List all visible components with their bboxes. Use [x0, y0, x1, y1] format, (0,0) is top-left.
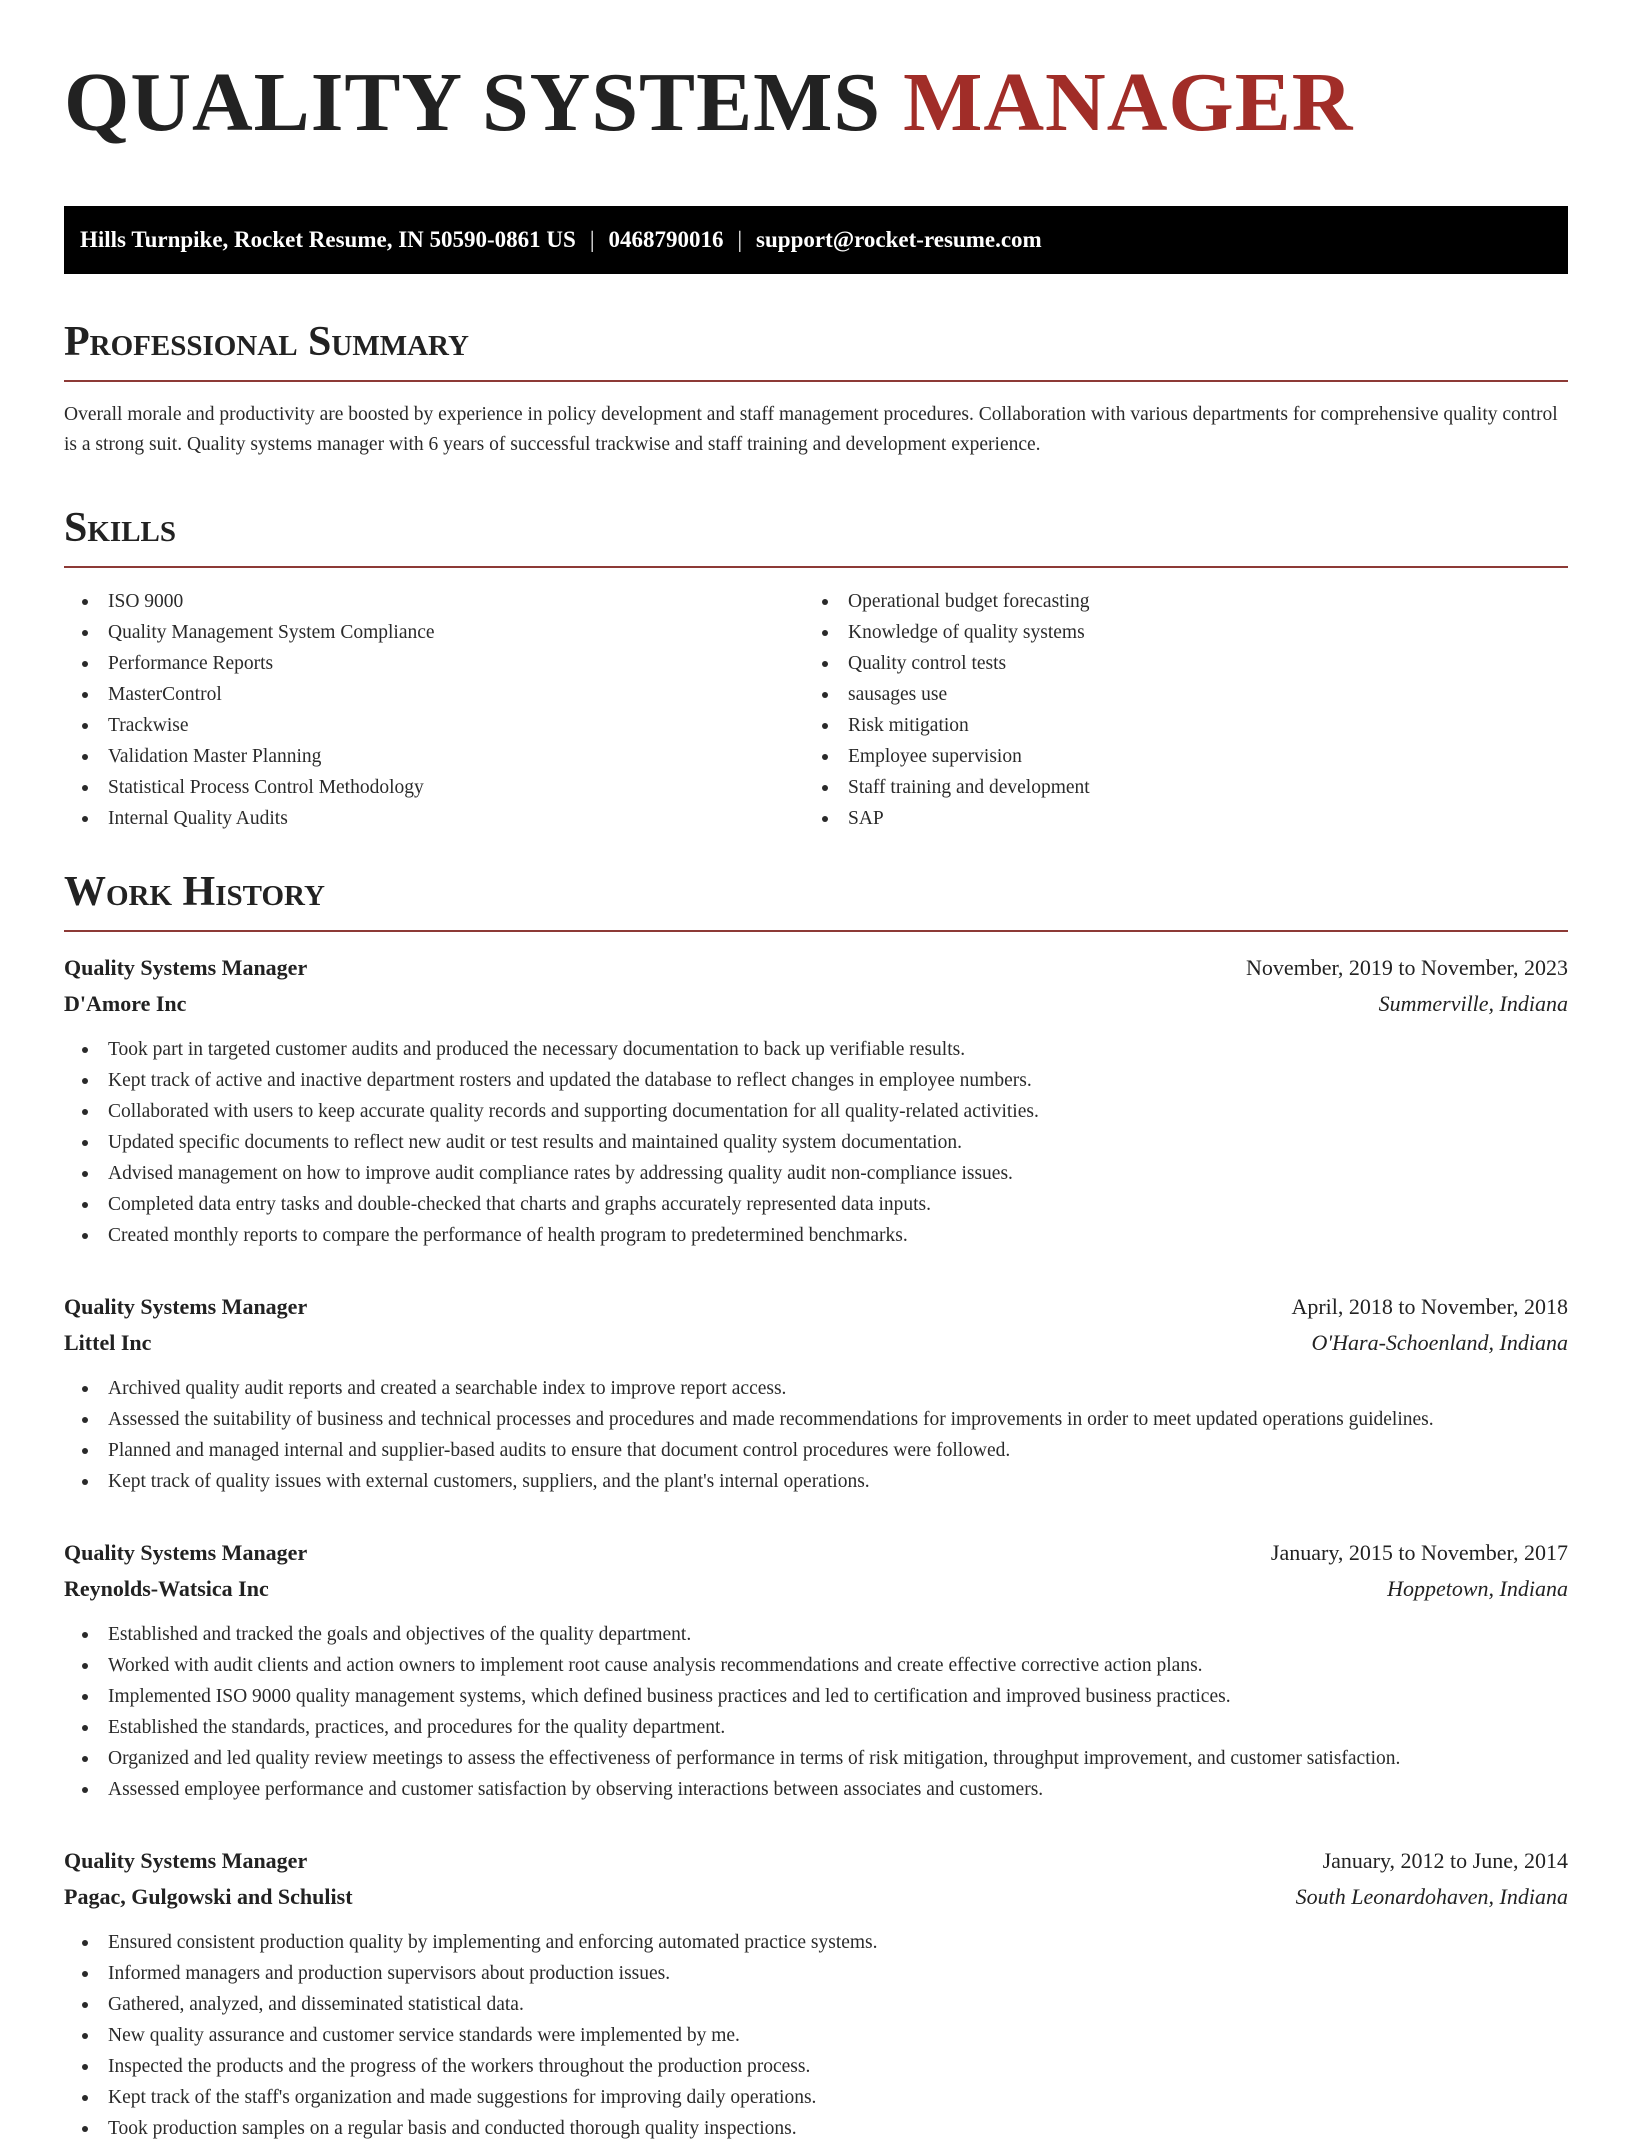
job-bullet: Implemented ISO 9000 quality management systems, which defined business practices and led to certification and improved business practices.	[64, 1681, 1568, 1712]
job-header-row	[64, 1289, 1568, 1325]
job-bullet: Assessed employee performance and customer satisfaction by observing interactions between associates and customers.	[64, 1774, 1568, 1805]
skill-item: SAP	[804, 803, 1544, 834]
skills-section	[64, 504, 1568, 834]
job-bullets	[64, 1619, 1568, 1805]
job-title: Quality Systems Manager	[64, 1540, 308, 1565]
job-bullet: Took part in targeted customer audits and produced the necessary documentation to back up verifiable results.	[64, 1034, 1568, 1065]
skill-item: Validation Master Planning	[64, 741, 804, 772]
skill-item: MasterControl	[64, 679, 804, 710]
job-dates: January, 2012 to June, 2014	[1322, 1848, 1568, 1873]
job-bullet: Assessed the suitability of business and technical processes and procedures and made recommendations for improvements in order to meet updated operations guidelines.	[64, 1404, 1568, 1435]
contact-email: support@rocket-resume.com	[756, 227, 1042, 252]
job-dates: November, 2019 to November, 2023	[1245, 955, 1568, 980]
job-company: D'Amore Inc	[64, 991, 187, 1016]
candidate-name	[64, 58, 1568, 148]
work-history-heading: Work History	[64, 868, 1568, 932]
job-company-row	[64, 1571, 1568, 1607]
job-bullet: Collaborated with users to keep accurate quality records and supporting documentation for all quality-related activities.	[64, 1096, 1568, 1127]
skills-heading: Skills	[64, 504, 1568, 568]
job-bullet: Gathered, analyzed, and disseminated statistical data.	[64, 1989, 1568, 2020]
job-title: Quality Systems Manager	[64, 1848, 308, 1873]
contact-separator: |	[589, 227, 595, 252]
summary-heading: Professional Summary	[64, 318, 1568, 382]
job-header-row	[64, 1843, 1568, 1879]
job-bullet: Archived quality audit reports and created a searchable index to improve report access.	[64, 1373, 1568, 1404]
job-bullet: New quality assurance and customer service standards were implemented by me.	[64, 2020, 1568, 2051]
skill-item: Quality control tests	[804, 648, 1544, 679]
job-company: Littel Inc	[64, 1330, 152, 1355]
job-bullet: Took production samples on a regular basis and conducted thorough quality inspections.	[64, 2113, 1568, 2144]
job-dates: April, 2018 to November, 2018	[1291, 1294, 1568, 1319]
job-location: O'Hara-Schoenland, Indiana	[1311, 1330, 1568, 1355]
contact-bar	[64, 206, 1568, 274]
job-dates: January, 2015 to November, 2017	[1270, 1540, 1568, 1565]
skill-item: Operational budget forecasting	[804, 586, 1544, 617]
summary-section	[64, 318, 1568, 460]
job-bullet: Kept track of the staff's organization and made suggestions for improving daily operations.	[64, 2082, 1568, 2113]
job-bullet: Completed data entry tasks and double-checked that charts and graphs accurately represented data inputs.	[64, 1189, 1568, 1220]
job-company-row	[64, 1325, 1568, 1361]
job-company: Reynolds-Watsica Inc	[64, 1576, 269, 1601]
skills-list-left	[64, 586, 804, 834]
skills-list-right	[804, 586, 1544, 834]
job-bullet: Worked with audit clients and action owners to implement root cause analysis recommendations and create effective corrective action plans.	[64, 1650, 1568, 1681]
skill-item: Trackwise	[64, 710, 804, 741]
job-bullets	[64, 1034, 1568, 1251]
job-entry	[64, 1843, 1568, 2144]
job-title: Quality Systems Manager	[64, 1294, 308, 1319]
skill-item: Employee supervision	[804, 741, 1544, 772]
job-bullet: Advised management on how to improve audit compliance rates by addressing quality audit non-compliance issues.	[64, 1158, 1568, 1189]
job-entry	[64, 1535, 1568, 1805]
job-bullet: Inspected the products and the progress of the workers throughout the production process.	[64, 2051, 1568, 2082]
job-title: Quality Systems Manager	[64, 955, 308, 980]
skill-item: ISO 9000	[64, 586, 804, 617]
contact-address: Hills Turnpike, Rocket Resume, IN 50590-0861 US	[80, 227, 576, 252]
job-bullet: Ensured consistent production quality by implementing and enforcing automated practice systems.	[64, 1927, 1568, 1958]
job-bullets	[64, 1373, 1568, 1497]
contact-phone: 0468790016	[608, 227, 724, 252]
summary-text: Overall morale and productivity are boosted by experience in policy development and staff management procedures. Collaboration with various departments for comprehensive quality control is a strong suit. Quality systems manager with 6 years of successful trackwise and staff training and development experience.	[64, 404, 1558, 455]
job-location: Hoppetown, Indiana	[1387, 1576, 1568, 1601]
job-bullet: Created monthly reports to compare the performance of health program to predetermined benchmarks.	[64, 1220, 1568, 1251]
skill-item: Internal Quality Audits	[64, 803, 804, 834]
job-bullet: Kept track of active and inactive department rosters and updated the database to reflect changes in employee numbers.	[64, 1065, 1568, 1096]
job-company-row	[64, 1879, 1568, 1915]
contact-separator: |	[737, 227, 743, 252]
job-bullet: Kept track of quality issues with external customers, suppliers, and the plant's internal operations.	[64, 1466, 1568, 1497]
job-bullet: Organized and led quality review meetings to assess the effectiveness of performance in terms of risk mitigation, throughput improvement, and customer satisfaction.	[64, 1743, 1568, 1774]
skill-item: Statistical Process Control Methodology	[64, 772, 804, 803]
job-bullet: Updated specific documents to reflect new audit or test results and maintained quality system documentation.	[64, 1127, 1568, 1158]
job-location: South Leonardohaven, Indiana	[1295, 1884, 1568, 1909]
job-entry	[64, 1289, 1568, 1497]
job-bullet: Established and tracked the goals and objectives of the quality department.	[64, 1619, 1568, 1650]
skill-item: Quality Management System Compliance	[64, 617, 804, 648]
job-bullet: Informed managers and production supervisors about production issues.	[64, 1958, 1568, 1989]
job-entry	[64, 950, 1568, 1251]
job-bullet: Established the standards, practices, and procedures for the quality department.	[64, 1712, 1568, 1743]
skill-item: Performance Reports	[64, 648, 804, 679]
skills-columns	[64, 586, 1568, 834]
job-company: Pagac, Gulgowski and Schulist	[64, 1884, 353, 1909]
work-history-section	[64, 868, 1568, 2144]
skill-item: Staff training and development	[804, 772, 1544, 803]
skill-item: Risk mitigation	[804, 710, 1544, 741]
job-location: Summerville, Indiana	[1378, 991, 1568, 1016]
name-first: QUALITY SYSTEMS	[64, 56, 882, 149]
job-bullets	[64, 1927, 1568, 2144]
job-header-row	[64, 1535, 1568, 1571]
name-last: MANAGER	[903, 56, 1354, 149]
job-bullet: Planned and managed internal and supplier-based audits to ensure that document control procedures were followed.	[64, 1435, 1568, 1466]
job-company-row	[64, 986, 1568, 1022]
skill-item: Knowledge of quality systems	[804, 617, 1544, 648]
skill-item: sausages use	[804, 679, 1544, 710]
job-header-row	[64, 950, 1568, 986]
